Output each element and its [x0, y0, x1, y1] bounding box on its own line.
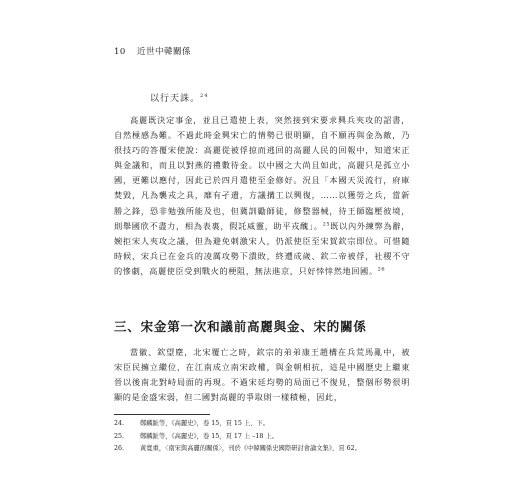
- paragraph-1-part-2: 既以內外練弊為辭，婉拒宋人夾攻之議，但為避免刺激宋人，仍派使臣至宋賀欽宗即位。可惜隨時候，宋兵已在金兵的凌厲攻勢下潰敗，終遭成歲、欽二帝被俘，社稷不守的慘劇，高麗使臣受到戰火的梗阻，無法進京，只好悻悻然地回國。: [114, 220, 410, 276]
- paragraph-1-part-1: 高麗既決定事金，並且已遣使上表，突然接到宋要求興兵夾攻的詔書，自然極感為難。不過此時金興宋亡的情勢已很明顯，自不願再與金為敵，乃很技巧的答覆宋使說：高麗從被俘掠而逃回的高麗人民的回報中，知道宋正與金議和，而且以對燕的禮數待金。以中國之大尚且如此，高麗只是孤立小國，更難以應付，因此已於四月遣使至金修好。況且「本國天災流行，府庫焚毀，凡為襲戎之具，靡有孑遺，方議搆工以興復，……以獲勞之兵，當新勝之鋒，恐非勉強所能及也，但冀訓勵師徒，修整器械，待王師臨壓彼境，則舉國欣不盡力，相為表裏，假託威靈，助平戎醜」。: [114, 115, 410, 231]
- footnote-text: 鄭麟趾等，《高麗史》，卷 15，頁 17 上 –18 上。: [140, 432, 278, 440]
- footnote-24: [114, 418, 414, 431]
- footnote-number: 24.: [114, 420, 125, 427]
- footnote-number: 26.: [114, 445, 125, 452]
- body-text-section-3: [114, 345, 410, 405]
- paragraph-1: [114, 113, 410, 279]
- body-text: [114, 113, 410, 279]
- footnote-ref-25: 25: [322, 220, 331, 227]
- block-quote: [150, 91, 208, 104]
- footnote-number: 25.: [114, 432, 125, 440]
- footnote-25: [114, 431, 414, 444]
- footnote-text: 黃寬重，〈南宋與高麗的關係〉，刊於《中韓關係史國際研討會論文集》，頁 62。: [140, 445, 361, 452]
- running-title: 近世中韓關係: [137, 47, 192, 57]
- footnote-26: [114, 443, 414, 456]
- footnotes: [114, 418, 414, 456]
- footnote-divider: [114, 414, 210, 415]
- paragraph-2: 當徽、欽望塵，北宋覆亡之時，欽宗的弟弟康王趙構在兵荒馬亂中，被宋臣民擁立繼位，在江南成立南宋政權，與金朝相抗，這是中國歷史上繼東晉以後南北對峙局面的再現。不過宋廷均勢的局面已不復見，整個形勢很明顯的是金盛宋弱，但二國對高麗的爭取則一樣積極，因此，: [114, 347, 410, 403]
- section-heading: 三、宋金第一次和議前高麗與金、宋的關係: [114, 319, 367, 334]
- page-number: 10: [114, 47, 126, 57]
- footnote-text: 鄭麟趾等，《高麗史》，卷 15，頁 15 上、下。: [140, 420, 270, 427]
- footnote-ref-26: 26: [377, 266, 386, 273]
- running-header: [114, 45, 191, 57]
- quote-text: 以行天誅。: [150, 94, 201, 104]
- footnote-ref-24: 24: [200, 93, 209, 99]
